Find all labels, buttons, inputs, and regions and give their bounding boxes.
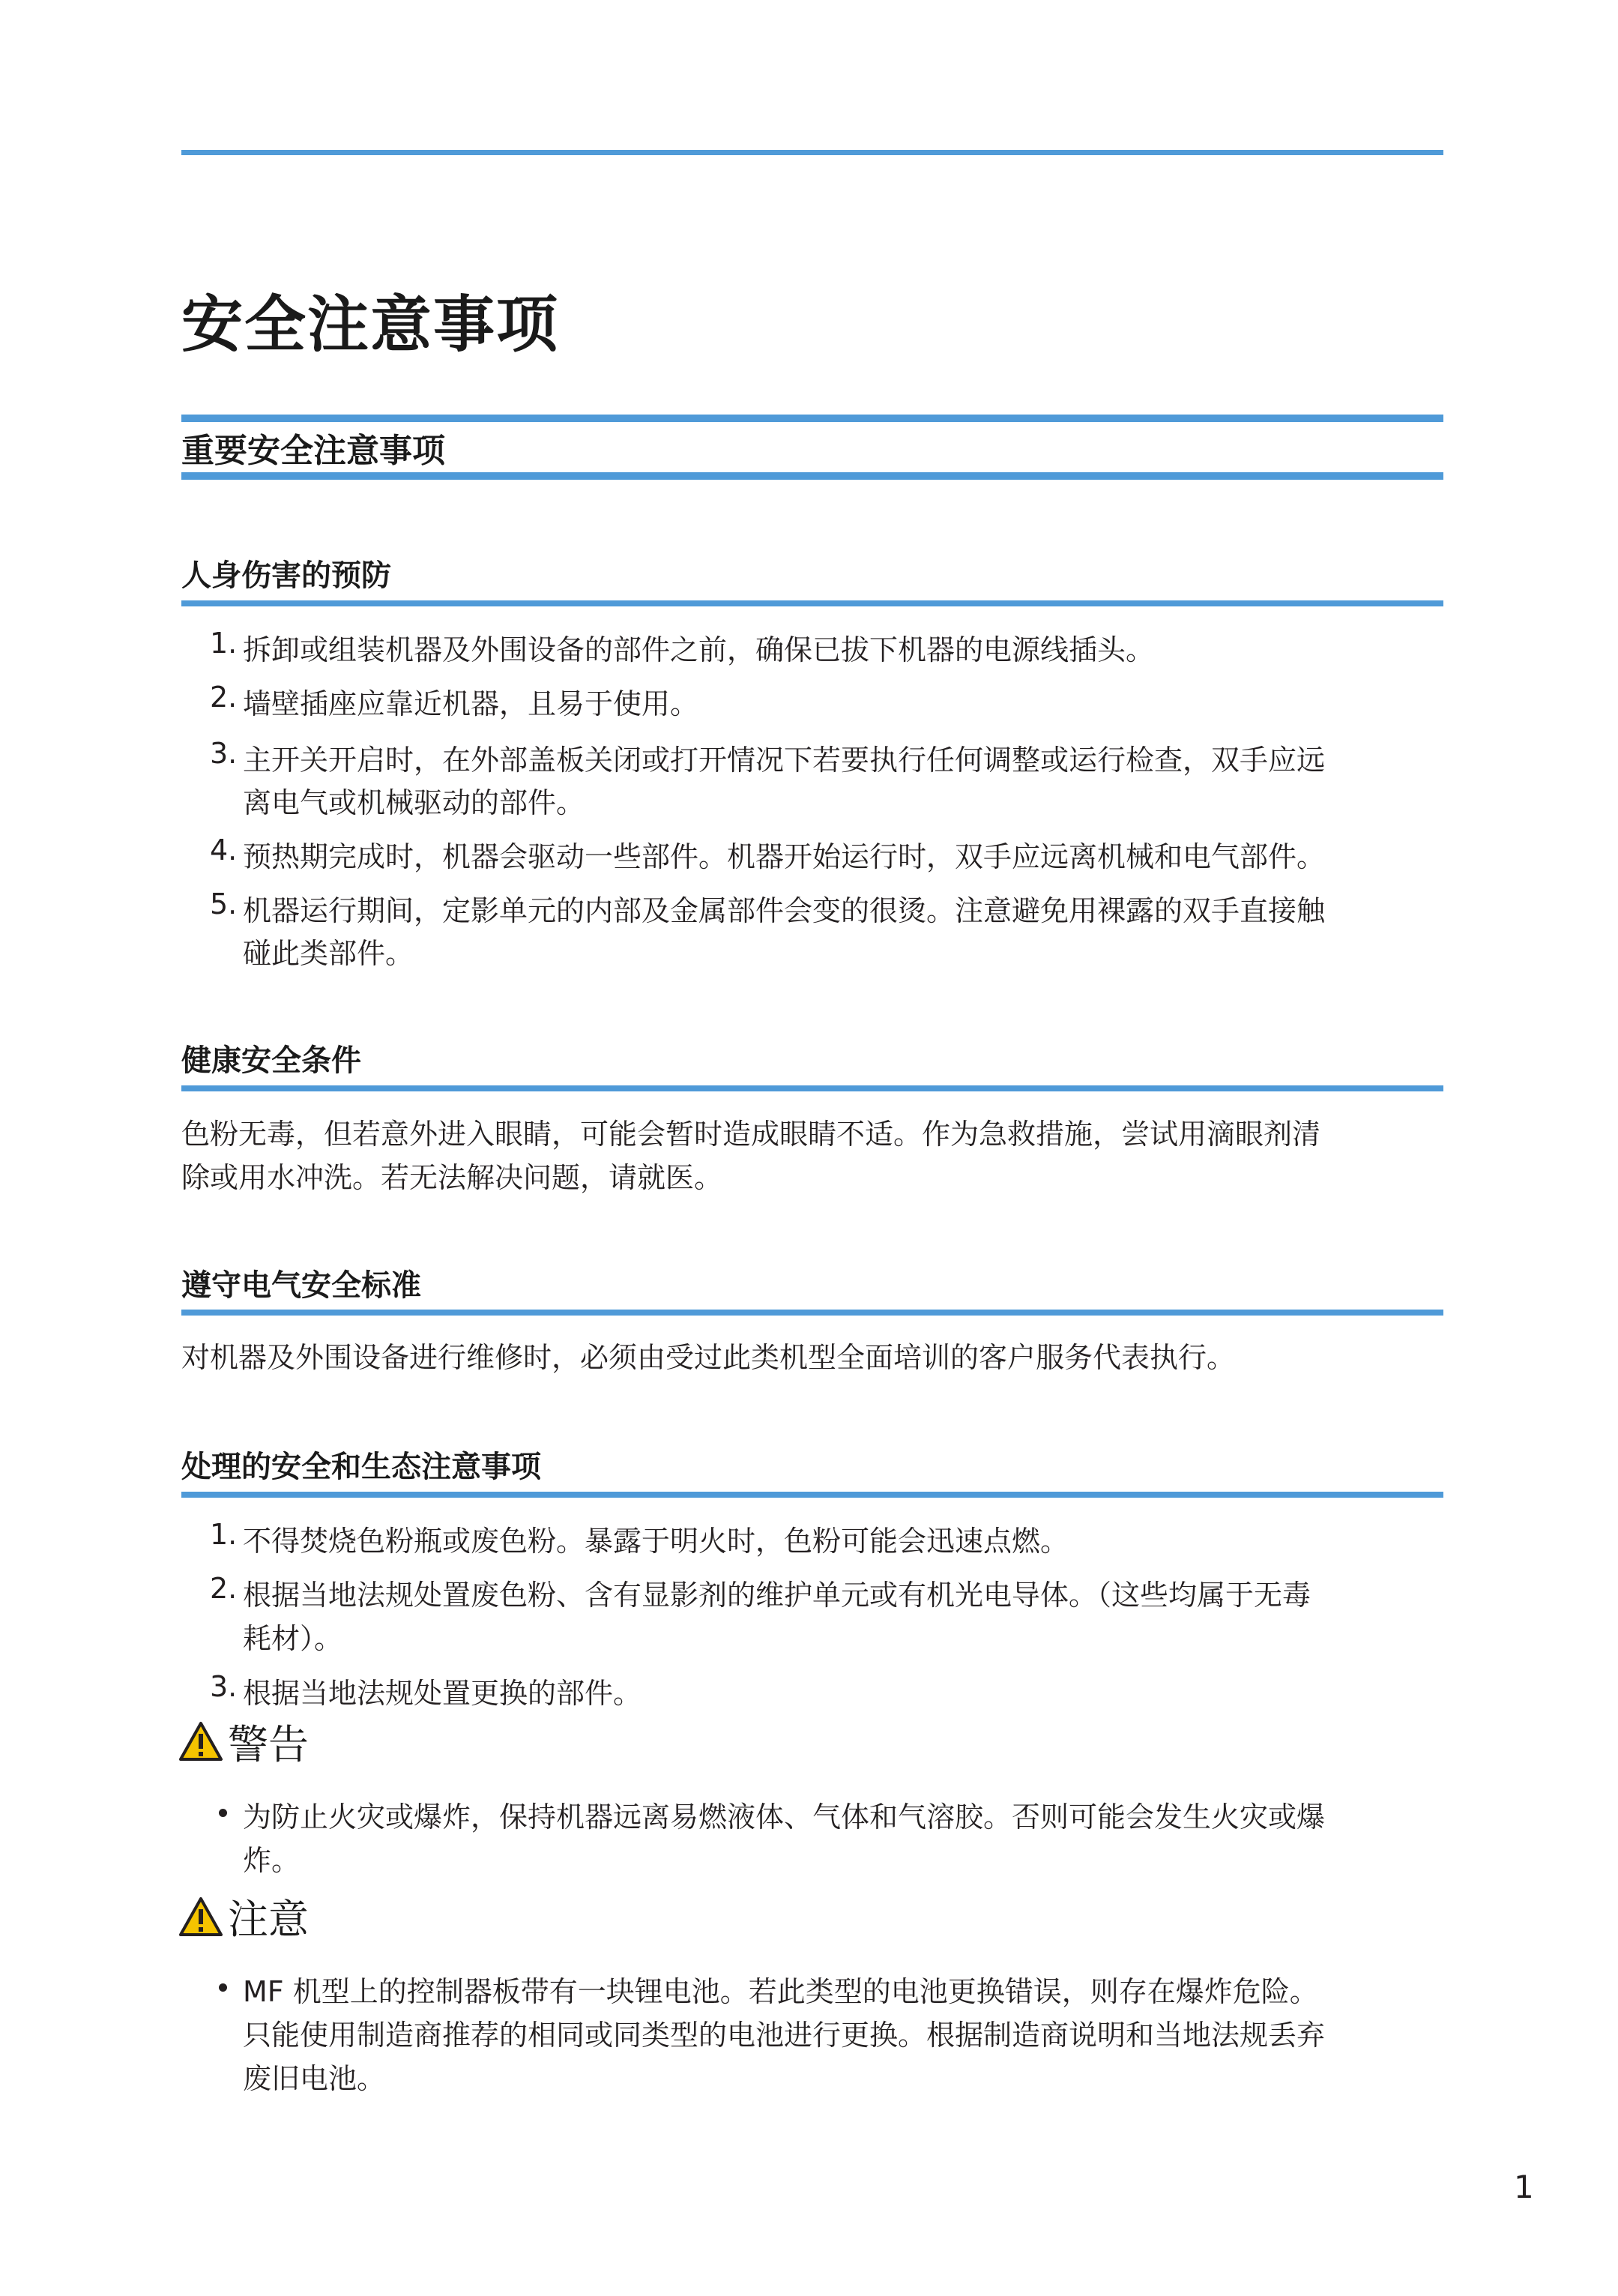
subsection-heading-injury: 人身伤害的预防 bbox=[181, 558, 391, 593]
subsection-rule-health bbox=[181, 1085, 1443, 1091]
bullet-dot bbox=[219, 1809, 227, 1817]
page-title: 安全注意事项 bbox=[181, 289, 560, 361]
list-item-number: 5. bbox=[210, 888, 238, 920]
warning-line: 炸。 bbox=[243, 1844, 301, 1877]
list-item-number: 1. bbox=[210, 627, 238, 660]
subsection-rule-injury bbox=[181, 600, 1443, 606]
section-rule-top bbox=[181, 415, 1443, 422]
document-page bbox=[181, 0, 1443, 2296]
caution-label: 注意 bbox=[228, 1896, 309, 1943]
list-item-line: 碰此类部件。 bbox=[243, 937, 414, 970]
top-rule bbox=[181, 150, 1443, 155]
list-item-line: 墙壁插座应靠近机器，且易于使用。 bbox=[243, 687, 699, 720]
list-item-number: 4. bbox=[210, 834, 238, 867]
list-item-number: 2. bbox=[210, 681, 238, 714]
warning-label: 警告 bbox=[228, 1721, 309, 1768]
list-item-number: 2. bbox=[210, 1572, 238, 1605]
page-number: 1 bbox=[1514, 2169, 1534, 2205]
list-item-line: 预热期完成时，机器会驱动一些部件。机器开始运行时，双手应远离机械和电气部件。 bbox=[243, 840, 1326, 873]
warning-line: 为防止火灾或爆炸，保持机器远离易燃液体、气体和气溶胶。否则可能会发生火灾或爆 bbox=[243, 1801, 1326, 1834]
subsection-heading-electrical: 遵守电气安全标准 bbox=[181, 1268, 421, 1303]
caution-line: 废旧电池。 bbox=[243, 2062, 386, 2095]
section-heading-important: 重要安全注意事项 bbox=[181, 432, 445, 470]
bullet-dot bbox=[219, 1983, 227, 1992]
list-item-line: 离电气或机械驱动的部件。 bbox=[243, 786, 585, 819]
list-item-line: 耗材）。 bbox=[243, 1622, 343, 1655]
list-item-line: 机器运行期间，定影单元的内部及金属部件会变的很烫。注意避免用裸露的双手直接触 bbox=[243, 894, 1326, 927]
caution-line: MF 机型上的控制器板带有一块锂电池。若此类型的电池更换错误，则存在爆炸危险。 bbox=[243, 1975, 1318, 2008]
caution-line: 只能使用制造商推荐的相同或同类型的电池进行更换。根据制造商说明和当地法规丢弃 bbox=[243, 2019, 1326, 2052]
list-item-line: 根据当地法规处置更换的部件。 bbox=[243, 1677, 642, 1710]
list-item-line: 不得焚烧色粉瓶或废色粉。暴露于明火时，色粉可能会迅速点燃。 bbox=[243, 1525, 1069, 1558]
list-item-number: 1. bbox=[210, 1518, 238, 1551]
subsection-rule-electrical bbox=[181, 1310, 1443, 1316]
list-item-line: 主开关开启时，在外部盖板关闭或打开情况下若要执行任何调整或运行检查，双手应远 bbox=[243, 744, 1326, 777]
list-item-line: 拆卸或组装机器及外围设备的部件之前，确保已拔下机器的电源线插头。 bbox=[243, 633, 1155, 666]
body-paragraph-line: 对机器及外围设备进行维修时，必须由受过此类机型全面培训的客户服务代表执行。 bbox=[181, 1341, 1236, 1374]
subsection-heading-disposal: 处理的安全和生态注意事项 bbox=[181, 1450, 541, 1484]
warning-triangle-icon bbox=[178, 1896, 223, 1937]
subsection-heading-health: 健康安全条件 bbox=[181, 1043, 361, 1078]
body-paragraph-line: 色粉无毒，但若意外进入眼睛，可能会暂时造成眼睛不适。作为急救措施，尝试用滴眼剂清 bbox=[181, 1118, 1321, 1151]
list-item-number: 3. bbox=[210, 1670, 238, 1703]
body-paragraph-line: 除或用水冲洗。若无法解决问题，请就医。 bbox=[181, 1161, 723, 1194]
subsection-rule-disposal bbox=[181, 1492, 1443, 1498]
section-rule-bottom bbox=[181, 472, 1443, 480]
list-item-number: 3. bbox=[210, 737, 238, 770]
list-item-line: 根据当地法规处置废色粉、含有显影剂的维护单元或有机光电导体。（这些均属于无毒 bbox=[243, 1579, 1311, 1612]
warning-triangle-icon bbox=[178, 1721, 223, 1762]
